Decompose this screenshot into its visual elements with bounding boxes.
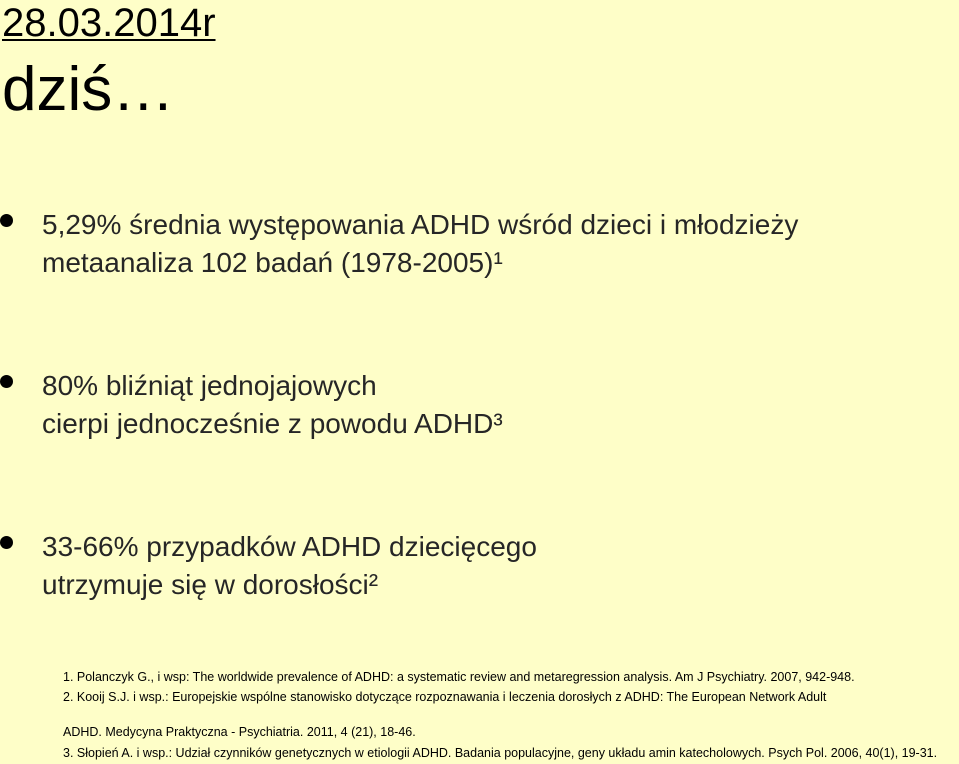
slide-heading: dziś… (2, 55, 175, 124)
reference-line: 2. Kooij S.J. i wsp.: Europejskie wspólne stanowisko dotyczące rozpoznawania i leczenia dorosłych z ADHD: The European Network Adult (63, 690, 827, 704)
reference-line: ADHD. Medycyna Praktyczna - Psychiatria. 2011, 4 (21), 18-46. (63, 725, 416, 739)
bullet-line: 5,29% średnia występowania ADHD wśród dzieci i młodzieży (42, 209, 799, 240)
bullet-line: metaanaliza 102 badań (1978-2005)¹ (42, 247, 503, 278)
reference-line: 1. Polanczyk G., i wsp: The worldwide prevalence of ADHD: a systematic review and metaregression analysis. Am J Psychiatry. 2007, 942-948. (63, 670, 855, 684)
bullet-item (42, 206, 798, 282)
bullet-dot-icon (0, 214, 13, 227)
reference-line: 3. Słopień A. i wsp.: Udział czynników genetycznych w etiologii ADHD. Badania populacyjne, geny układu amin katecholowych. Psych Pol. 2006, 40(1), 19-31. (63, 746, 938, 760)
bullet-line: 80% bliźniąt jednojajowych (42, 370, 377, 401)
bullet-line: 33-66% przypadków ADHD dziecięcego (42, 531, 537, 562)
bullet-item (42, 367, 503, 443)
bullet-line: cierpi jednocześnie z powodu ADHD³ (42, 408, 503, 439)
bullet-dot-icon (0, 536, 13, 549)
slide-date: 28.03.2014r (2, 1, 216, 45)
bullet-dot-icon (0, 375, 13, 388)
bullet-line: utrzymuje się w dorosłości² (42, 569, 379, 600)
bullet-item (42, 528, 537, 604)
